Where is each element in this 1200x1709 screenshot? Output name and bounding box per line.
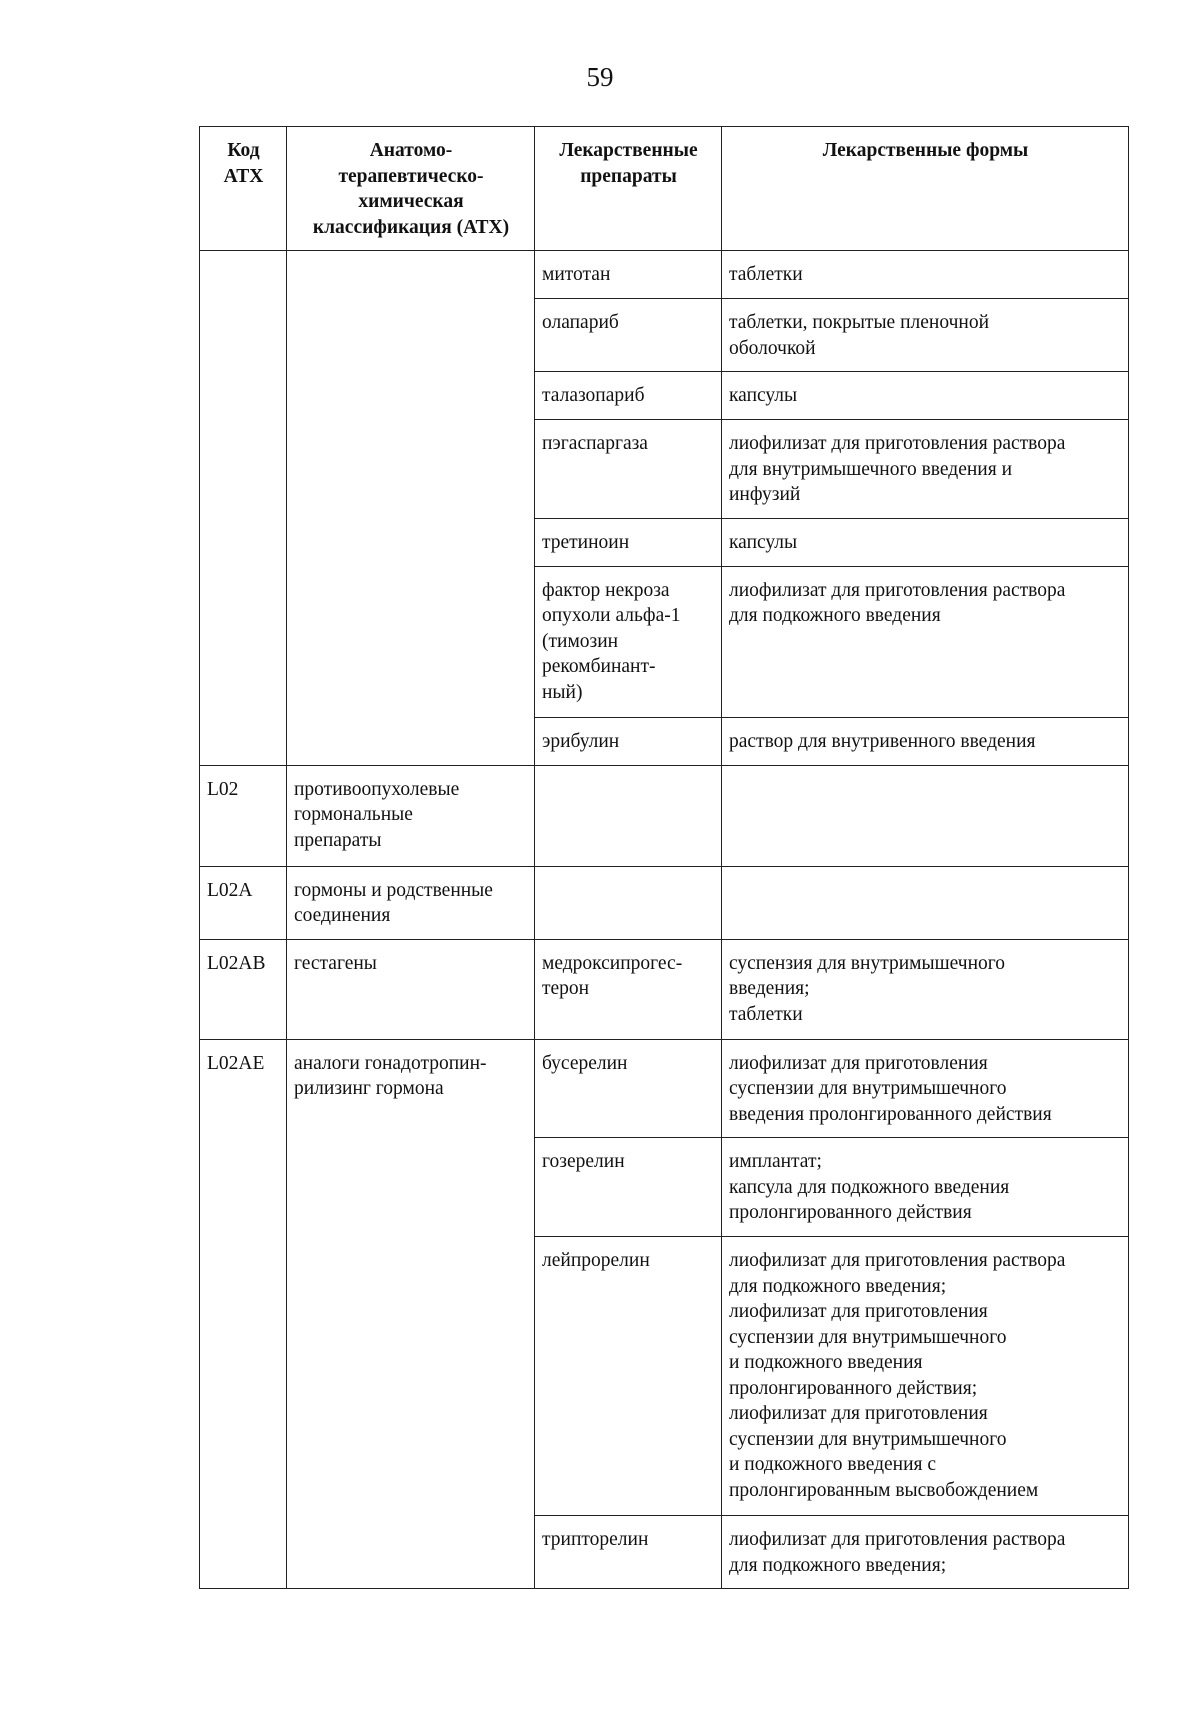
drug-cell: эрибулин bbox=[535, 717, 722, 765]
classification-cell bbox=[287, 251, 535, 299]
atx-drug-table bbox=[199, 126, 1129, 1589]
drug-cell: медроксипрогес- терон bbox=[535, 939, 722, 1039]
code-cell: L02A bbox=[200, 866, 287, 939]
form-cell: таблетки, покрытые пленочной оболочкой bbox=[722, 299, 1129, 372]
classification-cell: аналоги гонадотропин- рилизинг гормона bbox=[287, 1039, 535, 1138]
classification-cell bbox=[287, 1237, 535, 1516]
table-row bbox=[200, 299, 1129, 372]
code-cell bbox=[200, 420, 287, 519]
drug-cell: талазопариб bbox=[535, 372, 722, 420]
header-code: Код ATX bbox=[200, 127, 287, 251]
table-row bbox=[200, 518, 1129, 566]
header-forms: Лекарственные формы bbox=[722, 127, 1129, 251]
classification-cell bbox=[287, 566, 535, 717]
drug-cell bbox=[535, 866, 722, 939]
code-cell bbox=[200, 717, 287, 765]
table-header-row bbox=[200, 127, 1129, 251]
header-classification: Анатомо- терапевтическо- химическая классификация (АТХ) bbox=[287, 127, 535, 251]
code-cell: L02AE bbox=[200, 1039, 287, 1138]
form-cell bbox=[722, 765, 1129, 866]
code-cell: L02AB bbox=[200, 939, 287, 1039]
page-number: 59 bbox=[586, 62, 614, 92]
classification-cell bbox=[287, 1138, 535, 1237]
table-row bbox=[200, 765, 1129, 866]
drug-cell: олапариб bbox=[535, 299, 722, 372]
table-row bbox=[200, 372, 1129, 420]
form-cell: имплантат; капсула для подкожного введения пролонгированного действия bbox=[722, 1138, 1129, 1237]
form-cell: лиофилизат для приготовления раствора для подкожного введения; bbox=[722, 1516, 1129, 1589]
table-row bbox=[200, 251, 1129, 299]
classification-cell bbox=[287, 420, 535, 519]
table-row bbox=[200, 866, 1129, 939]
classification-cell: противоопухолевые гормональные препараты bbox=[287, 765, 535, 866]
table-row bbox=[200, 1237, 1129, 1516]
drug-cell: бусерелин bbox=[535, 1039, 722, 1138]
table-row bbox=[200, 1138, 1129, 1237]
code-cell bbox=[200, 1237, 287, 1516]
drug-cell bbox=[535, 765, 722, 866]
code-cell: L02 bbox=[200, 765, 287, 866]
drug-cell: лейпрорелин bbox=[535, 1237, 722, 1516]
form-cell: капсулы bbox=[722, 518, 1129, 566]
form-cell: лиофилизат для приготовления раствора для внутримышечного введения и инфузий bbox=[722, 420, 1129, 519]
drug-cell: фактор некроза опухоли альфа-1 (тимозин рекомбинант- ный) bbox=[535, 566, 722, 717]
form-cell: раствор для внутривенного введения bbox=[722, 717, 1129, 765]
code-cell bbox=[200, 251, 287, 299]
code-cell bbox=[200, 299, 287, 372]
header-drugs: Лекарственные препараты bbox=[535, 127, 722, 251]
form-cell bbox=[722, 866, 1129, 939]
classification-cell bbox=[287, 299, 535, 372]
form-cell: капсулы bbox=[722, 372, 1129, 420]
classification-cell bbox=[287, 1516, 535, 1589]
drug-cell: гозерелин bbox=[535, 1138, 722, 1237]
code-cell bbox=[200, 1138, 287, 1237]
table-row bbox=[200, 1516, 1129, 1589]
form-cell: суспензия для внутримышечного введения; таблетки bbox=[722, 939, 1129, 1039]
drug-cell: митотан bbox=[535, 251, 722, 299]
table-row bbox=[200, 420, 1129, 519]
classification-cell bbox=[287, 518, 535, 566]
form-cell: лиофилизат для приготовления суспензии для внутримышечного введения пролонгированного действия bbox=[722, 1039, 1129, 1138]
table-row bbox=[200, 717, 1129, 765]
code-cell bbox=[200, 1516, 287, 1589]
code-cell bbox=[200, 518, 287, 566]
code-cell bbox=[200, 372, 287, 420]
classification-cell: гестагены bbox=[287, 939, 535, 1039]
table-row bbox=[200, 1039, 1129, 1138]
drug-cell: трипторелин bbox=[535, 1516, 722, 1589]
classification-cell: гормоны и родственные соединения bbox=[287, 866, 535, 939]
drug-cell: пэгаспаргаза bbox=[535, 420, 722, 519]
drug-cell: третиноин bbox=[535, 518, 722, 566]
form-cell: лиофилизат для приготовления раствора для подкожного введения bbox=[722, 566, 1129, 717]
table-row bbox=[200, 939, 1129, 1039]
form-cell: таблетки bbox=[722, 251, 1129, 299]
table-row bbox=[200, 566, 1129, 717]
classification-cell bbox=[287, 717, 535, 765]
code-cell bbox=[200, 566, 287, 717]
classification-cell bbox=[287, 372, 535, 420]
form-cell: лиофилизат для приготовления раствора для подкожного введения; лиофилизат для приготовления суспензии для внутримышечного и подкожного введения пролонгированного действия; лиофилизат для приготовления суспензии для внутримышечного и подкожного введения с пролонгированным высвобождением bbox=[722, 1237, 1129, 1516]
